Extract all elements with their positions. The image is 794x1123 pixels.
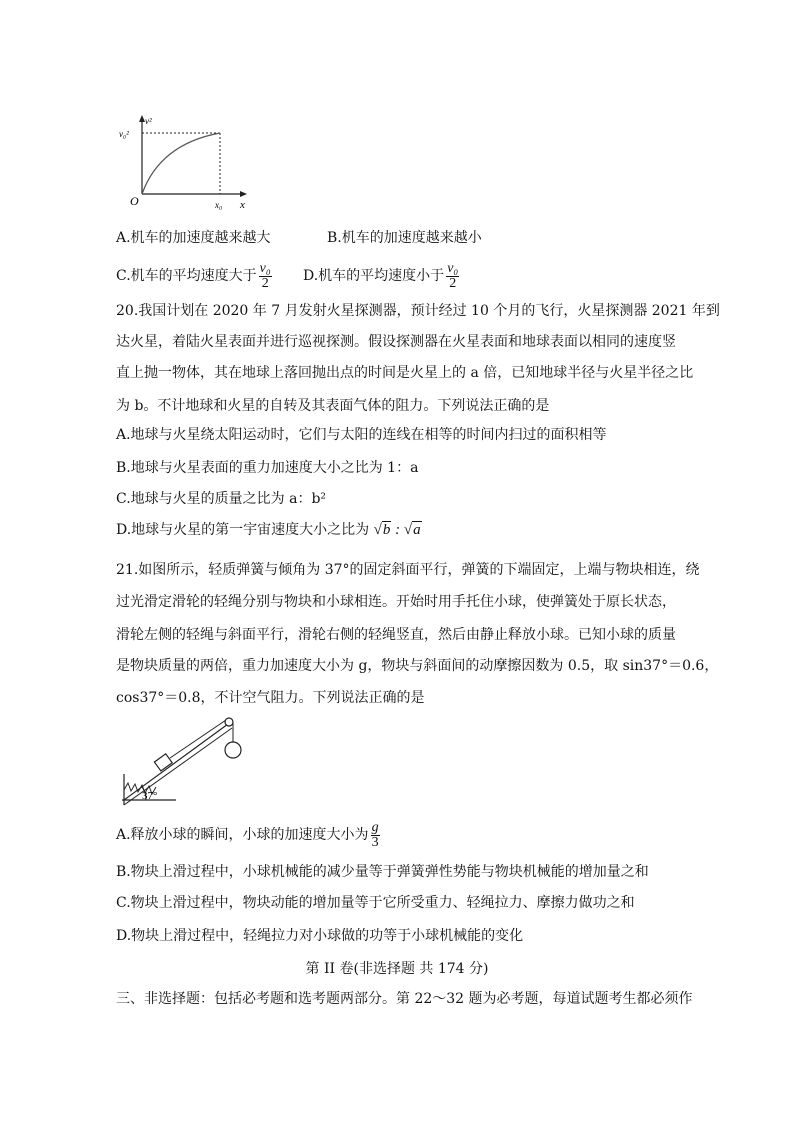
x-axis-label: x: [240, 199, 245, 211]
q21-line-3: 滑轮左侧的轻绳与斜面平行，滑轮右侧的轻绳竖直，然后由静止释放小球。已知小球的质量: [116, 627, 676, 643]
q19-option-d: [303, 259, 461, 293]
q20-option-d-text: D.地球与火星的第一宇宙速度大小之比为: [116, 522, 370, 538]
q21-option-d: D.物块上滑过程中，轻绳拉力对小球做的功等于小球机械能的变化: [116, 928, 524, 944]
ratio-separator: :: [391, 522, 404, 538]
q21-line-2: 过光滑定滑轮的轻绳分别与物块和小球相连。开始时用手托住小球，使弹簧处于原长状态，: [116, 594, 676, 610]
curve: [142, 133, 220, 194]
q20-line-3: 直上抛一物体，其在地球上落回抛出点的时间是火星上的 a 倍，已知地球半径与火星半径之比: [116, 365, 694, 381]
q19-option-c: [116, 259, 274, 293]
incline-underside: [124, 728, 232, 805]
q19-option-c-text: C.机车的平均速度大于: [116, 268, 257, 284]
q21-option-a-text: A.释放小球的瞬间，小球的加速度大小为: [116, 827, 369, 843]
y-tick-label: v₀²: [119, 129, 129, 139]
section-title: 第 II 卷(非选择题 共 174 分): [305, 961, 489, 977]
q21-a-frac-den: 3: [371, 834, 379, 850]
q19-c-frac-den: 2: [261, 275, 269, 291]
q19-c-frac-num: v₀: [259, 260, 271, 276]
y-axis-label: v²: [145, 116, 152, 126]
x-tick-label: x₀: [215, 200, 223, 210]
q20-option-d: [116, 521, 422, 539]
q20-line-4: 为 b。不计地球和火星的自转及其表面气体的阻力。下列说法正确的是: [116, 398, 550, 414]
q21-line-4: 是物块质量的两倍，重力加速度大小为 g，物块与斜面间的动摩擦因数为 0.5，取 sin37°＝0.6，: [116, 658, 719, 674]
q21-line-1: 21.如图所示，轻质弹簧与倾角为 37°的固定斜面平行，弹簧的下端固定，上端与物块相连，绕: [116, 562, 700, 578]
origin-label: O: [130, 194, 139, 208]
q20-option-b: B.地球与火星表面的重力加速度大小之比为 1：a: [116, 460, 419, 476]
q20-line-2: 达火星，着陆火星表面并进行巡视探测。假设探测器在火星表面和地球表面以相同的速度竖: [116, 334, 676, 350]
q19-option-b: B.机车的加速度越来越小: [327, 230, 482, 246]
q21-line-5: cos37°＝0.8，不计空气阻力。下列说法正确的是: [116, 690, 425, 706]
q19-option-d-text: D.机车的平均速度小于: [303, 268, 445, 284]
q19-option-d-fraction: [446, 262, 459, 291]
q21-option-b: B.物块上滑过程中，小球机械能的减少量等于弹簧弹性势能与物块机械能的增加量之和: [116, 864, 649, 880]
block: [154, 754, 172, 771]
v-squared-x-graph: [112, 112, 252, 212]
q21-option-a: [116, 817, 382, 853]
angle-label: 37°: [142, 790, 158, 802]
q21-a-frac-num: g: [371, 819, 379, 835]
q21-option-a-fraction: [371, 821, 380, 850]
sqrt-a: √a: [403, 522, 421, 538]
q20-option-a: A.地球与火星绕太阳运动时，它们与太阳的连线在相等的时间内扫过的面积相等: [116, 427, 607, 443]
x-axis-arrow: [240, 191, 247, 197]
q19-option-c-fraction: [259, 262, 272, 291]
q20-line-1: 20.我国计划在 2020 年 7 月发射火星探测器，预计经过 10 个月的飞行，火星探测器 2021 年到: [116, 303, 720, 319]
q21-option-c: C.物块上滑过程中，物块动能的增加量等于它所受重力、轻绳拉力、摩擦力做功之和: [116, 895, 635, 911]
part3-intro-line: 三、非选择题：包括必考题和选考题两部分。第 22～32 题为必考题，每道试题考生都必须作: [116, 991, 693, 1007]
ball: [225, 742, 241, 758]
q19-option-a: A.机车的加速度越来越大: [116, 230, 271, 246]
q20-option-c: C.地球与火星的质量之比为 a：b²: [116, 491, 327, 507]
incline-spring-pulley-diagram: [116, 712, 252, 808]
pulley: [225, 718, 233, 726]
sqrt-b: √b: [373, 522, 391, 538]
sqrt-b-radicand: b: [382, 522, 391, 538]
q19-d-frac-num: v₀: [447, 260, 459, 276]
q19-d-frac-den: 2: [449, 275, 457, 291]
sqrt-a-radicand: a: [413, 522, 421, 538]
